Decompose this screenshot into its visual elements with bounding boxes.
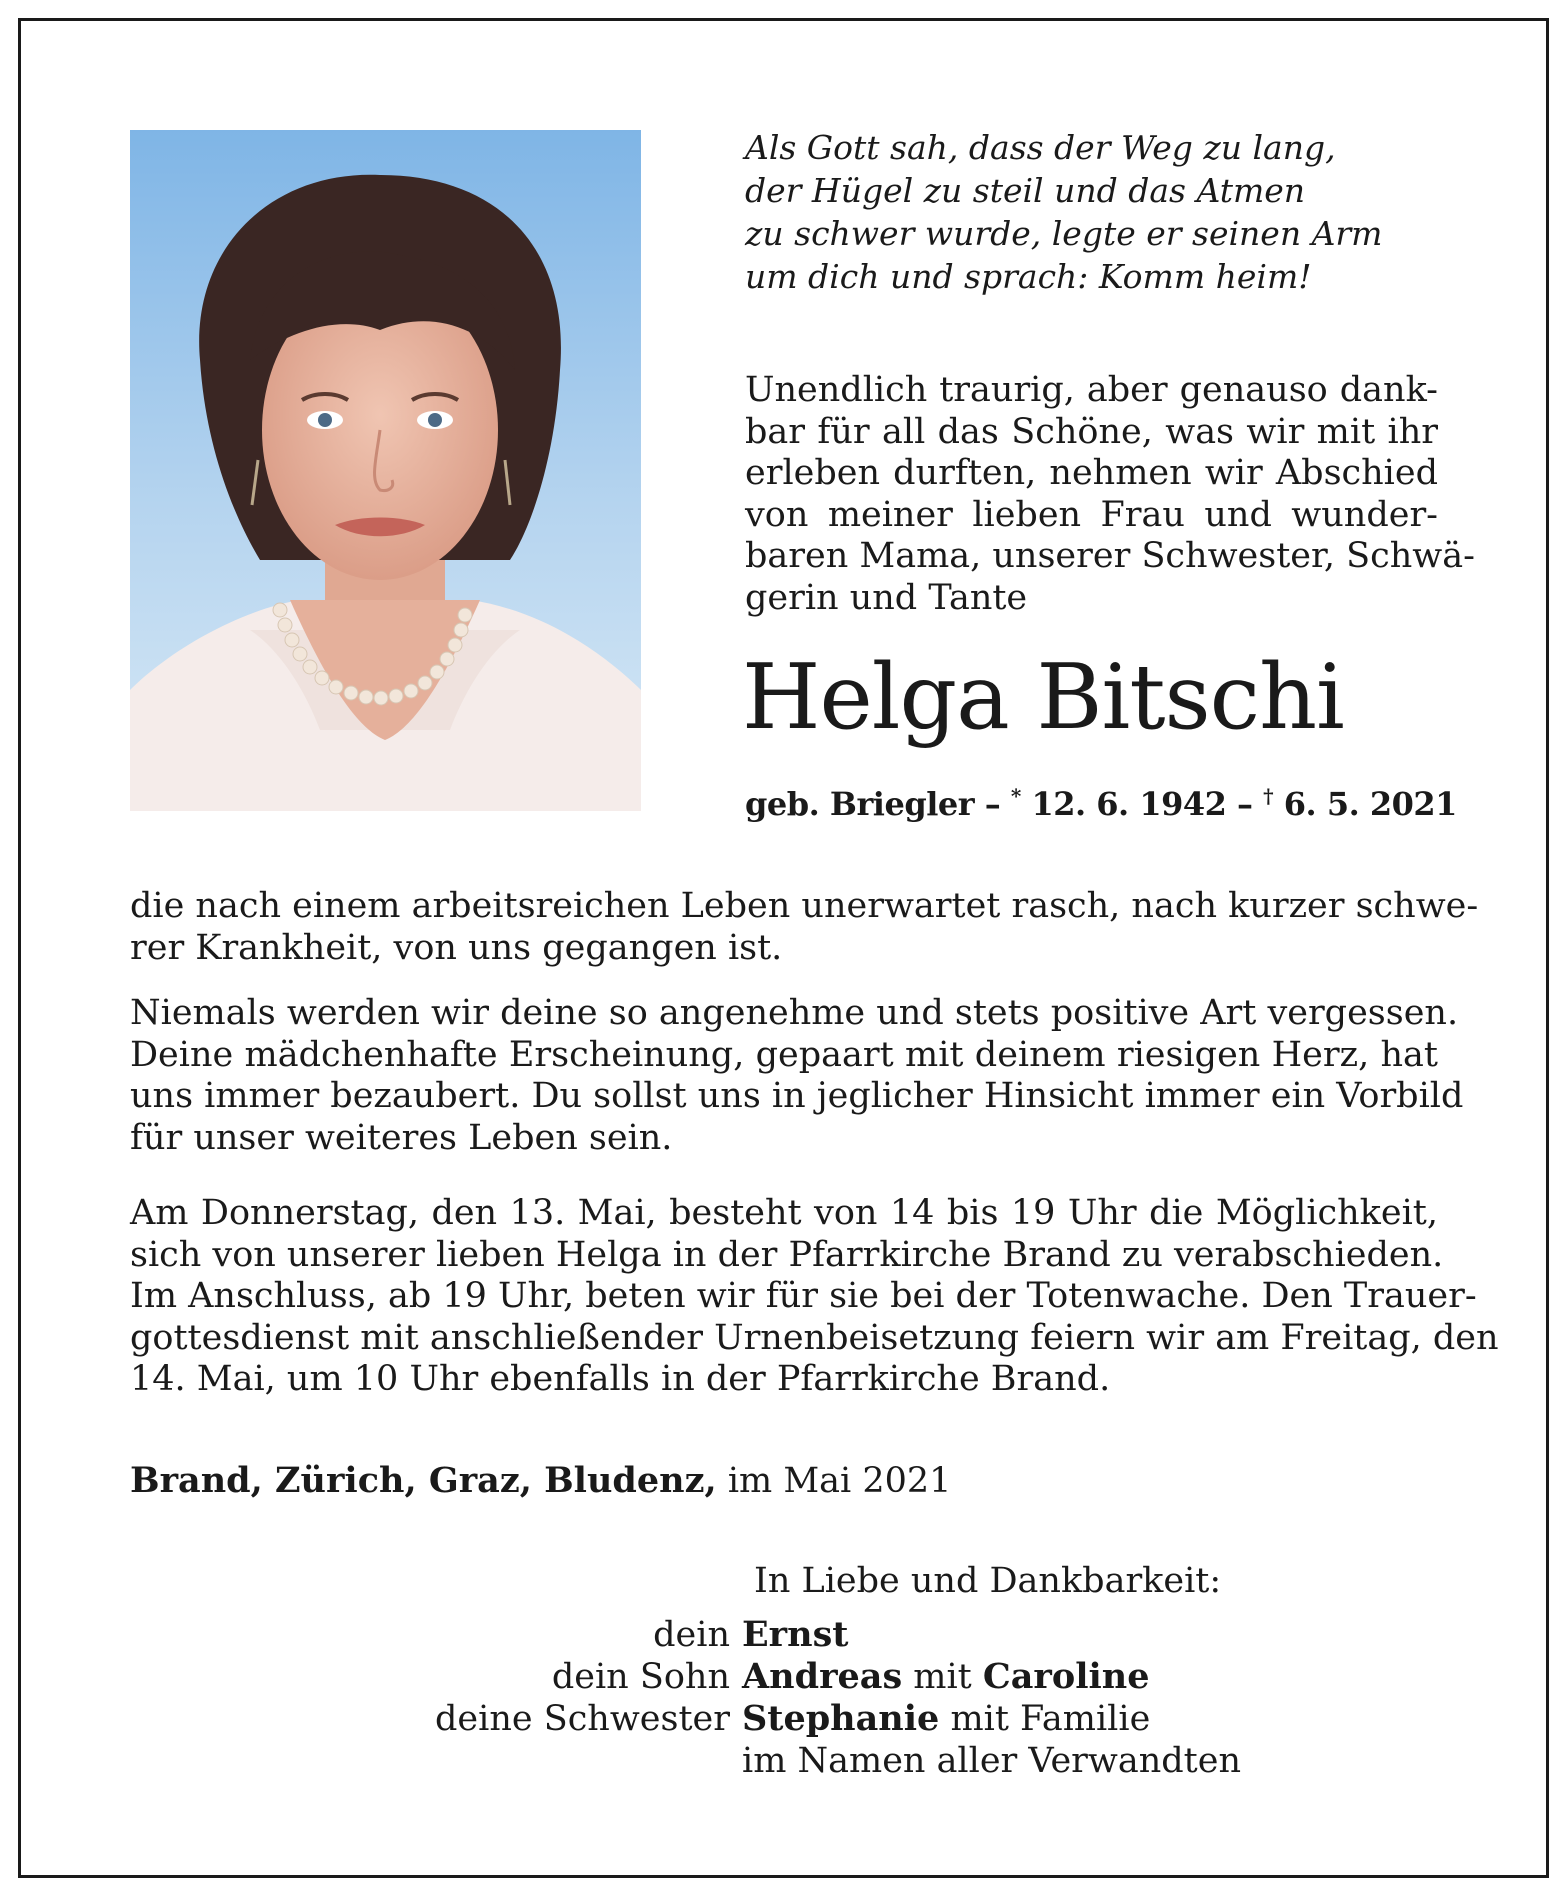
death-date: 6. 5. 2021 (1273, 785, 1457, 823)
text-line: sich von unserer lieben Helga in der Pfarrkirche Brand zu verabschieden. (130, 1234, 1444, 1275)
text-line: Am Donnerstag, den 13. Mai, besteht von 14 bis 19 Uhr die Möglichkeit, (130, 1193, 1438, 1233)
poem-line: Als Gott sah, dass der Weg zu lang, (745, 128, 1336, 167)
poem-line: zu schwer wurde, legte er seinen Arm (745, 214, 1383, 253)
signer-name: Stephanie (742, 1698, 940, 1739)
intro-line: Unendlich traurig, aber genauso dank- (745, 370, 1438, 410)
text-line: gottesdienst mit anschließender Urnenbeisetzung feiern wir am Freitag, den (130, 1317, 1499, 1358)
signers-list (300, 1614, 1241, 1782)
signer-row (300, 1698, 1241, 1740)
text-line: rer Krankheit, von uns gegangen ist. (130, 927, 783, 968)
text-line: die nach einem arbeitsreichen Leben unerwartet rasch, nach kurzer schwe- (130, 886, 1479, 926)
poem-verse (745, 126, 1465, 298)
text-line: 14. Mai, um 10 Uhr ebenfalls in der Pfarrkirche Brand. (130, 1359, 1111, 1399)
intro-line: erleben durften, nehmen wir Abschied (745, 453, 1438, 493)
signer-row (300, 1614, 1241, 1656)
intro-line: gerin und Tante (745, 577, 1028, 618)
death-symbol: † (1263, 784, 1274, 808)
signer-relation: dein (653, 1615, 730, 1655)
closing-phrase: In Liebe und Dankbarkeit: (754, 1561, 1222, 1601)
intro-line: bar für all das Schöne, was wir mit ihr (745, 411, 1438, 452)
signer-relation (300, 1740, 742, 1782)
signer-connector: im Namen aller Verwandten (742, 1741, 1241, 1781)
text-line: Im Anschluss, ab 19 Uhr, beten wir für sie bei der Totenwache. Den Trauer- (130, 1276, 1477, 1316)
poem-line: um dich und sprach: Komm heim! (745, 257, 1312, 296)
text-line: Niemals werden wir deine so angenehme und stets positive Art vergessen. (130, 993, 1459, 1033)
date-separator: – (974, 785, 1011, 823)
place-date: im Mai 2021 (716, 1461, 952, 1501)
life-dates (745, 776, 1457, 824)
signer-row (300, 1656, 1241, 1698)
signer-connector: mit (902, 1657, 983, 1697)
deceased-name: Helga Bitschi (742, 645, 1344, 750)
signer-name: Ernst (742, 1614, 849, 1655)
signer-partner: Caroline (982, 1656, 1150, 1697)
signer-row (300, 1740, 1241, 1782)
birth-date: 12. 6. 1942 (1020, 785, 1227, 823)
poem-line: der Hügel zu steil und das Atmen (745, 171, 1306, 210)
date-separator: – (1226, 785, 1264, 823)
portrait-photo (130, 130, 641, 811)
signer-relation: dein Sohn (551, 1657, 730, 1697)
place-cities: Brand, Zürich, Graz, Bludenz, (130, 1460, 717, 1501)
maiden-name: geb. Briegler (745, 785, 975, 823)
paragraph-passing (130, 886, 1479, 969)
signer-connector: mit Familie (939, 1699, 1151, 1739)
intro-line: baren Mama, unserer Schwester, Schwä- (745, 536, 1475, 576)
signer-relation: deine Schwester (435, 1699, 730, 1739)
intro-paragraph (745, 370, 1475, 619)
text-line: für unser weiteres Leben sein. (130, 1117, 673, 1158)
text-line: uns immer bezaubert. Du sollst uns in jeglicher Hinsicht immer ein Vorbild (130, 1076, 1464, 1116)
signer-name: Andreas (742, 1656, 903, 1697)
paragraph-memory (130, 993, 1464, 1159)
paragraph-funeral-details (130, 1193, 1499, 1401)
birth-symbol: * (1010, 784, 1021, 808)
intro-line: von meiner lieben Frau und wunder- (745, 494, 1438, 535)
place-and-date (130, 1460, 951, 1502)
text-line: Deine mädchenhafte Erscheinung, gepaart mit deinem riesigen Herz, hat (130, 1034, 1438, 1075)
